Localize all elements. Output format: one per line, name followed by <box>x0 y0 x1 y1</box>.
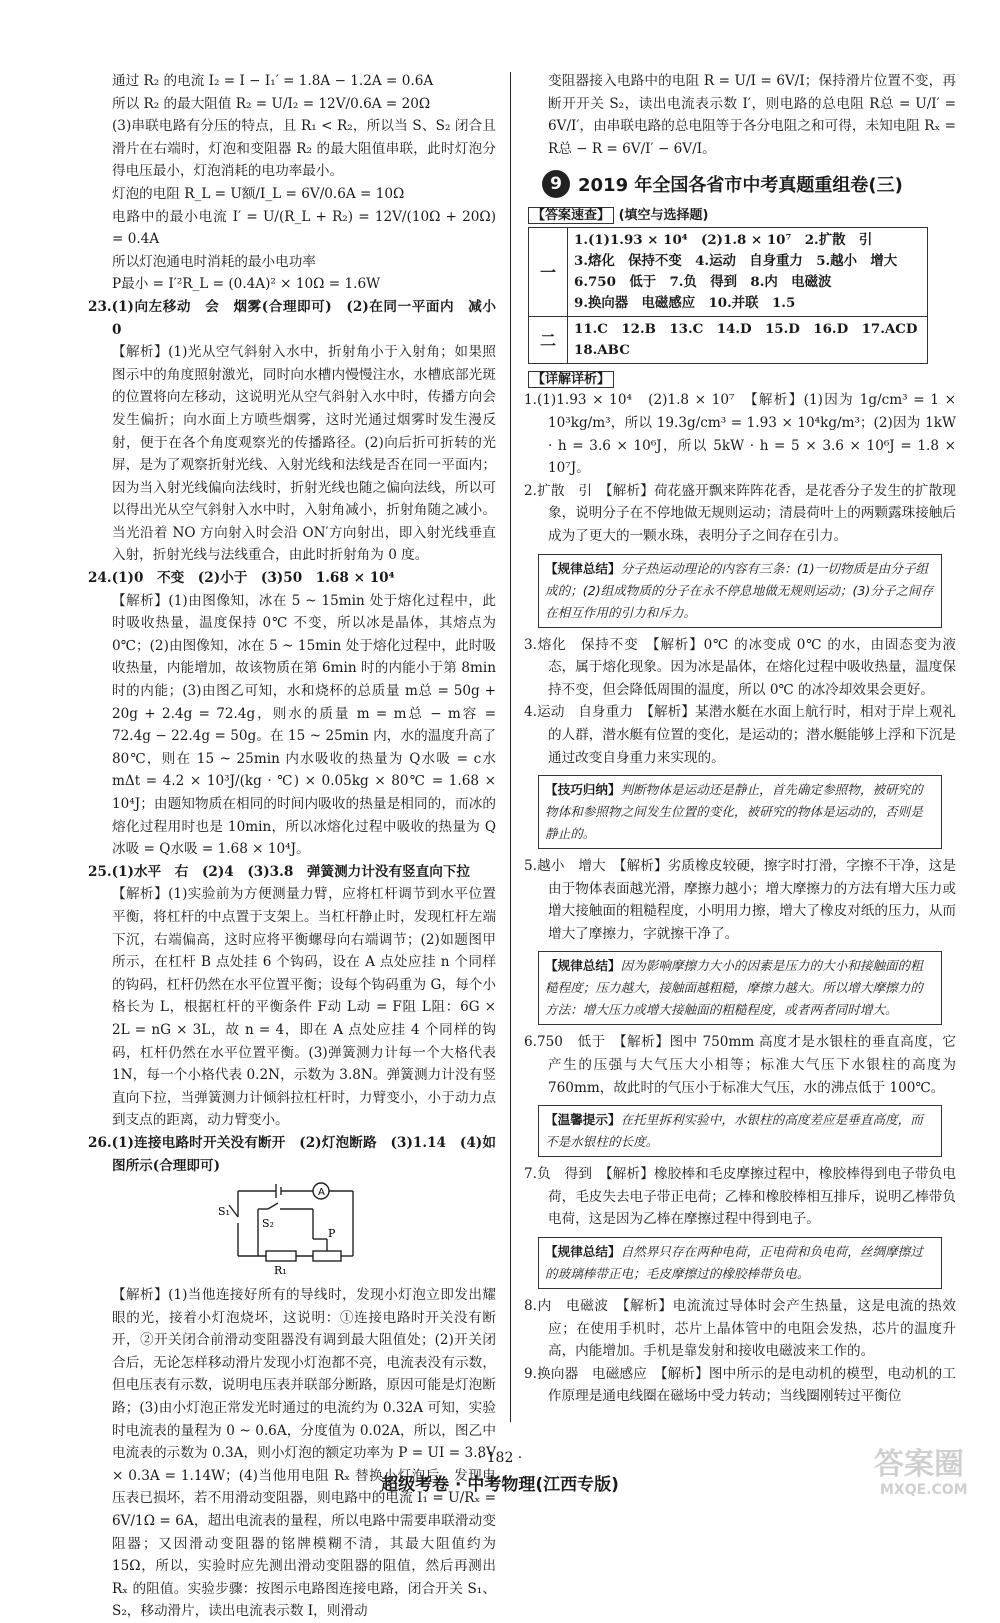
page-number: · 182 · <box>477 1450 523 1466</box>
q25-analysis: 【解析】(1)实验前为方便测量力臂，应将杠杆调节到水平位置平衡，将杠杆的中点置于支架上。当杠杆静止时，发现杠杆左端下沉，右端偏高，这时应将平衡螺母向右端调节；(2)如题图甲所示，在杠杆 B 点处挂 6 个钩码，设在 A 点处应挂 n 个同样的钩码，杠杆仍然在水平位置平衡；设每个钩码重为 G，每个小格长为 L，根据杠杆的平衡条件 F动 L动 = F阻 L阻：6G × 2L = nG × 3L，故 n = 4，即在 A 点处应挂 4 个同样的钩码，杠杆仍然在水平位置平衡。(3)弹簧测力计每一个大格代表 1N，每一个小格代表 0.2N，示数为 3.8N。弹簧测力计没有竖直向下拉，当弹簧测力计倾斜拉杠杆时，力臂变小，小于动力点到支点的距离，动力臂变小。 <box>112 886 496 1129</box>
answer-7: 7.负 得到 【解析】橡胶棒和毛皮摩擦过程中，橡胶棒得到电子带负电荷，毛皮失去电子带正电荷；乙棒和橡胶棒相互排斥，说明乙棒带负电荷，这是因为乙棒在摩擦过程中得到电子。 <box>524 1166 956 1228</box>
answer-1: 1.(1)1.93 × 10⁴ (2)1.8 × 10⁷ 【解析】(1)因为 1g/cm³ = 1 × 10³kg/m³，所以 19.3g/cm³ = 1.93 × 10⁴kg/m³；(2)因为 1kW · h = 3.6 × 10⁶J，所以 5kW · h = 5 × 3.6 × 10⁶J = 1.8 × 10⁷J。 <box>524 392 956 477</box>
answer-4: 4.运动 自身重力 【解析】某潜水艇在水面上航行时，相对于岸上观礼的人群，潜水艇有位置的变化，是运动的；潜水艇能够上浮和下沉是通过改变自身重力来实现的。 <box>524 704 956 766</box>
resistor-r1-label: R₁ <box>274 1264 287 1277</box>
book-title: 超级考卷 · 中考物理(江西专版) <box>381 1475 619 1495</box>
answer-line: 11.C 12.B 13.C 14.D 15.D 16.D 17.ACD <box>574 321 918 338</box>
row-label: 二 <box>529 317 568 364</box>
section-number-badge: 9 <box>542 170 570 198</box>
answer-line: 9.换向器 电磁感应 10.并联 1.5 <box>574 295 796 312</box>
watermark-url: MXQE.COM <box>880 1482 968 1498</box>
answer-line: 6.750 低于 7.负 得到 8.内 电磁波 <box>574 274 832 291</box>
calc-line-rl: 灯泡的电阻 R_L = U额/I_L = 6V/0.6A = 10Ω <box>112 185 405 202</box>
answer-cell <box>568 317 928 364</box>
quick-answer-tag <box>528 204 956 223</box>
answer-8: 8.内 电磁波 【解析】电流流过导体时会产生热量，这是电流的热效应；在使用手机时，芯片上晶体管中的电阻会发热，芯片的温度升高，内能增加。手机是靠发射和接收电磁波来工作的。 <box>524 1298 956 1360</box>
q26-answer: 26.(1)连接电路时开关没有断开 (2)灯泡断路 (3)1.14 (4)如图所示(合理即可) <box>88 1134 496 1174</box>
explanation-paragraph: (3)串联电路有分压的特点，且 R₁ < R₂，所以当 S、S₂ 闭合且滑片在右端时，灯泡和变阻器 R₂ 的最大阻值串联，此时灯泡分得电压最小，灯泡消耗的电功率最小。 <box>112 118 496 180</box>
quick-answer-sub: (填空与选择题) <box>618 208 709 224</box>
q25-answer: 25.(1)水平 右 (2)4 (3)3.8 弹簧测力计没有竖直向下拉 <box>88 863 471 880</box>
slider-p-label: P <box>328 1227 336 1241</box>
column-divider <box>510 72 511 1422</box>
answer-row-choice <box>529 317 928 364</box>
answer-line: 3.熔化 保持不变 4.运动 自身重力 5.越小 增大 <box>574 253 898 270</box>
switch-s2-label: S₂ <box>262 1217 274 1231</box>
tip-box: 【规律总结】因为影响摩擦力大小的因素是压力的大小和接触面的粗糙程度；压力越大，接触面越粗糙，摩擦力越大。所以增大摩擦力的方法：增大压力或增大接触面的粗糙程度，或者两者同时增大。 <box>538 951 942 1025</box>
section-title: 2019 年全国各省市中考真题重组卷(三) <box>578 175 903 197</box>
section-heading <box>542 170 956 198</box>
calc-line-r2: 所以 R₂ 的最大阻值 R₂ = U/I₂ = 12V/0.6A = 20Ω <box>112 95 431 112</box>
answer-line: 18.ABC <box>574 342 630 359</box>
calc-line-i2: 通过 R₂ 的电流 I₂ = I − I₁′ = 1.8A − 1.2A = 0.6A <box>112 73 434 89</box>
answer-5: 5.越小 增大 【解析】劣质橡皮较硬，擦字时打滑，字擦不干净，这是由于物体表面越光滑，摩擦力越小；增大摩擦力的方法有增大压力或增大接触面的粗糙程度，小明用力擦，增大了橡皮对纸的压力，从而增大了摩擦力，字就擦干净了。 <box>524 858 956 942</box>
circuit-diagram <box>218 1181 496 1280</box>
calc-line-min-current: 电路中的最小电流 I′ = U/(R_L + R₂) = 12V/(10Ω + 20Ω) = 0.4A <box>112 208 496 248</box>
answer-2: 2.扩散 引 【解析】荷花盛开飘来阵阵花香，是花香分子发生的扩散现象，说明分子在不停地做无规则运动；清晨荷叶上的两颗露珠接触后成为了更大的一颗水珠，表明分子之间存在引力。 <box>524 482 956 544</box>
switch-s1-label: S₁ <box>218 1205 230 1219</box>
tip-box: 【技巧归纳】判断物体是运动还是静止，首先确定参照物，被研究的物体和参照物之间发生位置的变化，被研究的物体是运动的，否则是静止的。 <box>538 775 942 849</box>
watermark-logo <box>870 1440 980 1498</box>
q23-answer: 23.(1)向左移动 会 烟雾(合理即可) (2)在同一平面内 减小 0 <box>88 298 510 338</box>
q23-analysis: 【解析】(1)光从空气斜射入水中，折射角小于入射角；如果照图示中的角度照射激光，同时向水槽内慢慢注水，水槽底部光斑的位置将向左移动，这说明光从空气斜射入水中时，传播方向会发生偏折；向水面上方喷些烟雾，这时光通过烟雾时发生漫反射，便于在各个角度观察光的传播路径。(2)向后折可折转的光屏，是为了观察折射光线、入射光线和法线是否在同一平面内；因为当入射光线偏向法线时，折射光线也随之偏向法线，所以可以得出光从空气斜射入水中时，入射角减小，折射角随之减小。当光沿着 NO 方向射入时会沿 ON′方向射出，即入射光线垂直入射，折射光线与法线重合，由此时折射角为 0 度。 <box>112 344 496 564</box>
q24-analysis: 【解析】(1)由图像知，冰在 5 ~ 15min 处于熔化过程中，此时吸收热量，温度保持 0℃ 不变，所以冰是晶体，其熔点为 0℃；(2)由图像知，冰在 5 ~ 15min 处于熔化过程中，此时吸收热量，内能增加，故该物质在第 6min 时的内能小于第 8min 时的内能；(3)由图乙可知，水和烧杯的总质量 m总 = 50g + 20g + 2.4g = 72.4g，则水的质量 m = m总 − m容 = 72.4g − 22.4g = 50g。在 15 ~ 25min 内，水的温度升高了 80℃，则在 15 ~ 25min 内水吸收的热量为 Q水吸 = c水 mΔt = 4.2 × 10³J/(kg · ℃) × 0.05kg × 80℃ = 1.68 × 10⁴J；由题知物质在相同的时间内吸收的热量是相同的，而冰的熔化过程用时也是 10min，所以冰熔化过程中吸收的热量为 Q冰吸 = Q水吸 = 1.68 × 10⁴J。 <box>112 592 496 858</box>
answer-9: 9.换向器 电磁感应 【解析】图中所示的是电动机的模型，电动机的工作原理是通电线圈在磁场中受力转动；当线圈刚转过平衡位 <box>524 1365 956 1405</box>
answer-cell <box>568 228 928 317</box>
tip-box: 【规律总结】自然界只存在两种电荷，正电荷和负电荷，丝绸摩擦过的玻璃棒带正电；毛皮摩擦过的橡胶棒带负电。 <box>538 1237 942 1289</box>
q24-answer: 24.(1)0 不变 (2)小于 (3)50 1.68 × 10⁴ <box>88 570 395 587</box>
row-label: 一 <box>529 228 568 317</box>
answer-row-fill <box>529 228 928 317</box>
detail-tag: 【详解详析】 <box>528 368 956 387</box>
tip-box: 【规律总结】分子热运动理论的内容有三条：(1)一切物质是由分子组成的；(2)组成物质的分子在永不停息地做无规则运动；(3)分子之间存在相互作用的引力和斥力。 <box>538 554 942 628</box>
calc-line-pmin: P最小 = I′²R_L = (0.4A)² × 10Ω = 1.6W <box>112 276 381 293</box>
ammeter-label: A <box>318 1187 325 1199</box>
q26-analysis: 【解析】(1)当他连接好所有的导线时，发现小灯泡立即发出耀眼的光，接着小灯泡烧坏，这说明：①连接电路时开关没有断开，②开关闭合前滑动变阻器没有调到最大阻值处；(2)开关闭合后，无论怎样移动滑片发现小灯泡都不亮，电流表没有示数，但电压表有示数，说明电压表并联部分断路，原因可能是灯泡断路；(3)由小灯泡正常发光时通过的电流约为 0.32A 可知，实验时电流表的量程为 0 ~ 0.6A，分度值为 0.02A，所以，图乙中电流表的示数为 0.3A，则小灯泡的额定功率为 P = UI = 3.8V × 0.3A = 1.14W；(4)当他用电阻 Rₓ 替换小灯泡后，发现电压表已损坏，若不用滑动变阻器，则电路中的电流 I₁ = U/Rₓ = 6V/1Ω = 6A，超出电流表的量程，所以电路中需要串联滑动变阻器；又因滑动变阻器的铭牌模糊不清，其最大阻值约为 15Ω，所以，实验时应先测出滑动变阻器的阻值，然后再测出 Rₓ 的阻值。实验步骤：按图示电路图连接电路，闭合开关 S₁、S₂，移动滑片，读出电流表示数 I，则滑动 <box>112 1287 496 1620</box>
answer-table <box>528 227 928 364</box>
answer-3: 3.熔化 保持不变 【解析】0℃ 的冰变成 0℃ 的水，由固态变为液态，属于熔化现象。因为冰是晶体，在熔化过程中吸收热量，温度保持不变，但会降低周围的温度，所以 0℃ 的冰冷却效果会更好。 <box>524 636 956 698</box>
quick-answer-label: 【答案速查】 <box>528 207 614 224</box>
tip-box: 【温馨提示】在托里拆利实验中，水银柱的高度差应是垂直高度，而不是水银柱的长度。 <box>538 1105 942 1157</box>
continued-paragraph: 变阻器接入电路中的电阻 R = U/I = 6V/I；保持滑片位置不变，再断开开关 S₂，读出电流表示数 I′，则电路的总电阻 R总 = U/I′ = 6V/I′，由串联电路的总电阻等于各分电阻之和可得，未知电阻 Rₓ = R总 − R = 6V/I′ − 6V/I。 <box>548 73 956 157</box>
watermark-text: 答案圈 <box>874 1447 964 1482</box>
answer-6: 6.750 低于 【解析】图中 750mm 高度才是水银柱的垂直高度，它产生的压强与大气压大小相等；标准大气压下水银柱的高度为 760mm，故此时的气压小于标准大气压，水的沸点低于 100℃。 <box>524 1034 956 1096</box>
calc-line-note: 所以灯泡通电时消耗的最小电功率 <box>112 253 316 270</box>
answer-line: 1.(1)1.93 × 10⁴ (2)1.8 × 10⁷ 2.扩散 引 <box>574 232 873 249</box>
right-column <box>524 70 956 1408</box>
